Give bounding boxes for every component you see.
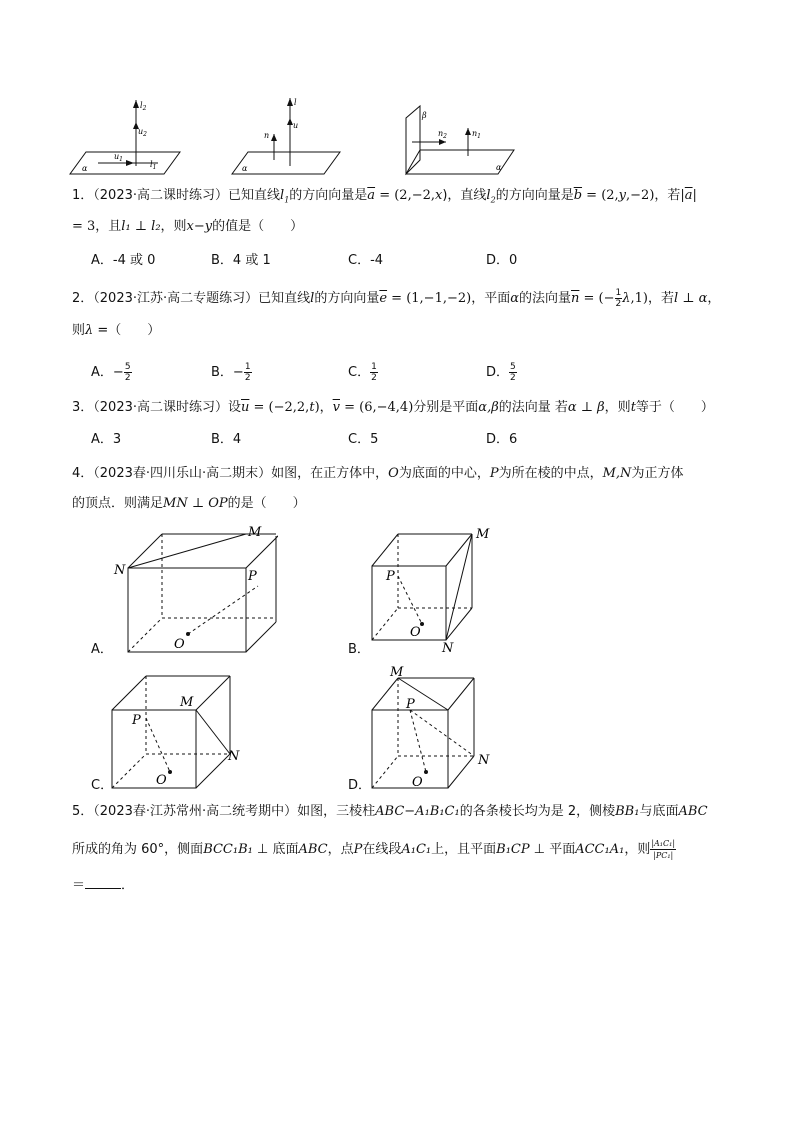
q5-plane2: ACC₁A₁ [575, 842, 625, 857]
cube-b-O: O [410, 625, 421, 640]
q3-option-a[interactable]: A．3 [91, 432, 122, 447]
q2-option-d[interactable]: D． $\frac{5}{2}$ [486, 362, 516, 383]
cube-b-N: N [442, 641, 454, 656]
q1-expr: x−y [186, 219, 213, 234]
fig1-u2-label: $u_2$ [138, 127, 147, 138]
q5-text: ⊥ 平面 [529, 842, 576, 857]
q5-line-1 [72, 803, 708, 821]
q1-text: 的值是（ ） [212, 219, 304, 234]
q5-text: 在线段 [362, 842, 402, 857]
fig3-alpha-label: α [496, 163, 502, 172]
figure-plane-plane-perp [398, 100, 518, 176]
q1-l1: $l_1$ [280, 188, 290, 205]
q5-text: 如图，三棱柱 [297, 804, 376, 819]
q4-O: O [388, 466, 399, 481]
q1-option-b[interactable]: B．4 或 1 [211, 253, 271, 268]
q5-text: ⊥ 底面 [252, 842, 299, 857]
q5-abc: ABC [678, 804, 708, 819]
q3-vec-u: $\overline{u}$ [241, 400, 250, 415]
fig3-beta-label: β [422, 111, 427, 120]
q4-P: P [489, 466, 499, 481]
q3-option-c[interactable]: C．5 [348, 432, 379, 447]
q1-number: 1． [72, 188, 94, 203]
q4-text: 为所在棱的中点， [498, 466, 603, 481]
q3-text: 等于（ ） [635, 400, 714, 415]
q2-l: l [310, 291, 315, 306]
q2-text: =（ ） [93, 323, 161, 338]
q1-text: 已知直线 [228, 188, 281, 203]
cube-c-M: M [180, 695, 194, 710]
q4-MN: M,N [602, 466, 632, 481]
q3-line-1 [72, 399, 714, 417]
q3-t: t [630, 400, 636, 415]
q1-text: )，直线 [442, 188, 487, 203]
q2-text: ， [707, 291, 721, 306]
q1-line-1 [72, 187, 697, 210]
fig2-n-label: n [264, 131, 270, 140]
q3-vec-v: $\overline{v}$ [332, 400, 340, 415]
q4-text: 的是（ ） [227, 496, 306, 511]
q1-source: （2023·高二课时练习） [93, 188, 228, 203]
fig1-u1-label: $u_1$ [114, 152, 123, 163]
fig3-n1-label: $n_1$ [472, 129, 481, 140]
q2-text: 则 [72, 323, 86, 338]
q5-text: ，则 [624, 842, 651, 857]
q2-text: 的法向量 [519, 291, 572, 306]
q2-number: 2． [72, 291, 94, 306]
cube-b-M: M [476, 527, 490, 542]
cube-a-O: O [174, 637, 185, 652]
q1-vec-b-end: ,−2)，若| [626, 188, 685, 203]
q2-condition: l ⊥ α [673, 291, 708, 306]
fig2-alpha-label: α [242, 164, 248, 173]
q5-P: P [353, 842, 363, 857]
q4-option-c[interactable]: C． [91, 778, 114, 793]
q4-text: 的顶点．则满足 [72, 496, 164, 511]
fig2-l-label: l [294, 98, 297, 107]
cube-a-N: N [114, 563, 126, 578]
q1-line-2 [72, 218, 303, 236]
q2-alpha: α [510, 291, 519, 306]
q2-half-fraction: $\frac{1}{2}$ [615, 288, 622, 309]
q1-vec-a: $\overline{a}$ [367, 188, 376, 203]
q1-vec-b: $\overline{b}$ [573, 188, 583, 203]
q5-ratio-fraction: $\frac{\text{|A₁C₁|}}{\text{|PC₁|}}$ [651, 839, 676, 860]
q5-text: 上，且平面 [431, 842, 497, 857]
q2-vec-n-post: ,1)，若 [630, 291, 674, 306]
cube-d-O: O [412, 775, 423, 790]
q4-option-b[interactable]: B． [348, 642, 370, 657]
q4-option-a[interactable]: A． [91, 642, 113, 657]
figure-line-line-perp [68, 96, 188, 178]
q5-number: 5． [72, 804, 94, 819]
q5-text: 的各条棱长均为是 2，侧棱 [459, 804, 616, 819]
q3-text: 分别是平面 [413, 400, 479, 415]
q3-text: )， [314, 400, 333, 415]
q1-l2: $l_2$ [486, 188, 496, 205]
fig1-l1-label: $l_1$ [150, 160, 157, 171]
fig2-u-label: u [293, 121, 299, 130]
q1-abs-close: | [692, 188, 697, 203]
q2-lambda: λ [85, 323, 94, 338]
q3-text: ，则 [604, 400, 631, 415]
q4-text: 如图，在正方体中， [271, 466, 389, 481]
cube-d-N: N [478, 753, 490, 768]
q3-vec-u-value: = (−2,2, [249, 400, 310, 415]
q1-abs-a: $\overline{a}$ [684, 188, 693, 203]
q5-line-2 [72, 838, 676, 861]
q5-abc: ABC [298, 842, 328, 857]
q4-option-d[interactable]: D． [348, 778, 372, 793]
q4-text: 为正方体 [631, 466, 684, 481]
q1-option-a[interactable]: A．-4 或 0 [91, 253, 156, 268]
q3-text: 的法向量 若 [498, 400, 568, 415]
q4-condition: MN ⊥ OP [163, 496, 228, 511]
q5-text: ． [121, 878, 135, 893]
q5-line-3 [72, 876, 134, 895]
cube-c-P: P [132, 713, 141, 728]
cube-b-P: P [386, 569, 395, 584]
q3-vec-v-value: = (6,−4,4) [340, 400, 414, 415]
q5-text: ，点 [327, 842, 354, 857]
fig1-l2-label: $l_2$ [140, 101, 147, 112]
q3-t: t [309, 400, 315, 415]
q1-perp-condition: l₁ ⊥ l₂ [121, 219, 161, 234]
q5-prism: ABC−A₁B₁C₁ [375, 804, 460, 819]
q2-option-b[interactable]: B．− $\frac{1}{2}$ [211, 362, 251, 383]
q2-vec-e: $\overline{e}$ [379, 291, 388, 306]
q3-text: 设 [228, 400, 242, 415]
q1-vec-b-value: = (2, [582, 188, 619, 203]
q5-equals: ＝ [72, 878, 86, 893]
q2-vec-e-value: = (1,−1,−2)，平面 [387, 291, 511, 306]
q3-planes: α,β [478, 400, 499, 415]
cube-a-M: M [248, 525, 262, 540]
q2-text: 的方向向量 [314, 291, 380, 306]
q3-source: （2023·高二课时练习） [93, 400, 228, 415]
q2-vec-n-pre: = (− [579, 291, 615, 306]
q5-text: 与底面 [639, 804, 679, 819]
q1-option-d[interactable]: D．0 [486, 253, 518, 268]
q5-face: BCC₁B₁ [203, 842, 253, 857]
q5-plane1: B₁CP [496, 842, 530, 857]
q2-lambda: λ [622, 291, 631, 306]
q1-text: 的方向向量是 [495, 188, 574, 203]
q1-x: x [435, 188, 443, 203]
q5-bb1: BB₁ [615, 804, 640, 819]
q4-line-1 [72, 465, 683, 483]
q1-vec-a-value: = (2,−2, [375, 188, 435, 203]
figure-line-plane-parallel [228, 94, 348, 178]
q2-text: 已知直线 [258, 291, 311, 306]
cube-c-O: O [156, 773, 167, 788]
cube-option-c [108, 668, 248, 792]
q3-option-b[interactable]: B．4 [211, 432, 242, 447]
cube-a-P: P [248, 569, 257, 584]
q4-source: （2023春·四川乐山·高二期末） [93, 466, 272, 481]
q1-text: = 3，且 [72, 219, 122, 234]
cube-option-d [368, 660, 508, 792]
fig1-alpha-label: α [82, 164, 88, 173]
cube-option-b [368, 524, 498, 658]
q2-line-1 [72, 288, 720, 309]
q4-line-2 [72, 495, 306, 513]
q5-source: （2023春·江苏常州·高二统考期中） [93, 804, 298, 819]
cube-c-N: N [228, 749, 240, 764]
q2-option-a[interactable]: A．− $\frac{5}{2}$ [91, 362, 131, 383]
fig3-n2-label: $n_2$ [438, 129, 447, 140]
q4-text: 为底面的中心， [398, 466, 490, 481]
q2-option-c[interactable]: C． $\frac{1}{2}$ [348, 362, 377, 383]
q3-condition: α ⊥ β [567, 400, 605, 415]
q5-text: 所成的角为 60°，侧面 [72, 842, 204, 857]
q5-answer-blank[interactable] [85, 876, 121, 889]
q3-option-d[interactable]: D．6 [486, 432, 518, 447]
q2-line-2 [72, 322, 160, 340]
cube-d-P: P [406, 697, 415, 712]
q2-source: （2023·江苏·高二专题练习） [93, 291, 259, 306]
cube-d-M: M [390, 665, 404, 680]
q4-number: 4． [72, 466, 94, 481]
q1-text: ，则 [160, 219, 187, 234]
q1-text: 的方向向量是 [289, 188, 368, 203]
q3-number: 3． [72, 400, 94, 415]
cube-option-a [108, 524, 278, 658]
q1-y: y [618, 188, 627, 203]
q5-segment: A₁C₁ [401, 842, 432, 857]
q2-vec-n: $\overline{n}$ [571, 291, 580, 306]
q1-option-c[interactable]: C．-4 [348, 253, 384, 268]
